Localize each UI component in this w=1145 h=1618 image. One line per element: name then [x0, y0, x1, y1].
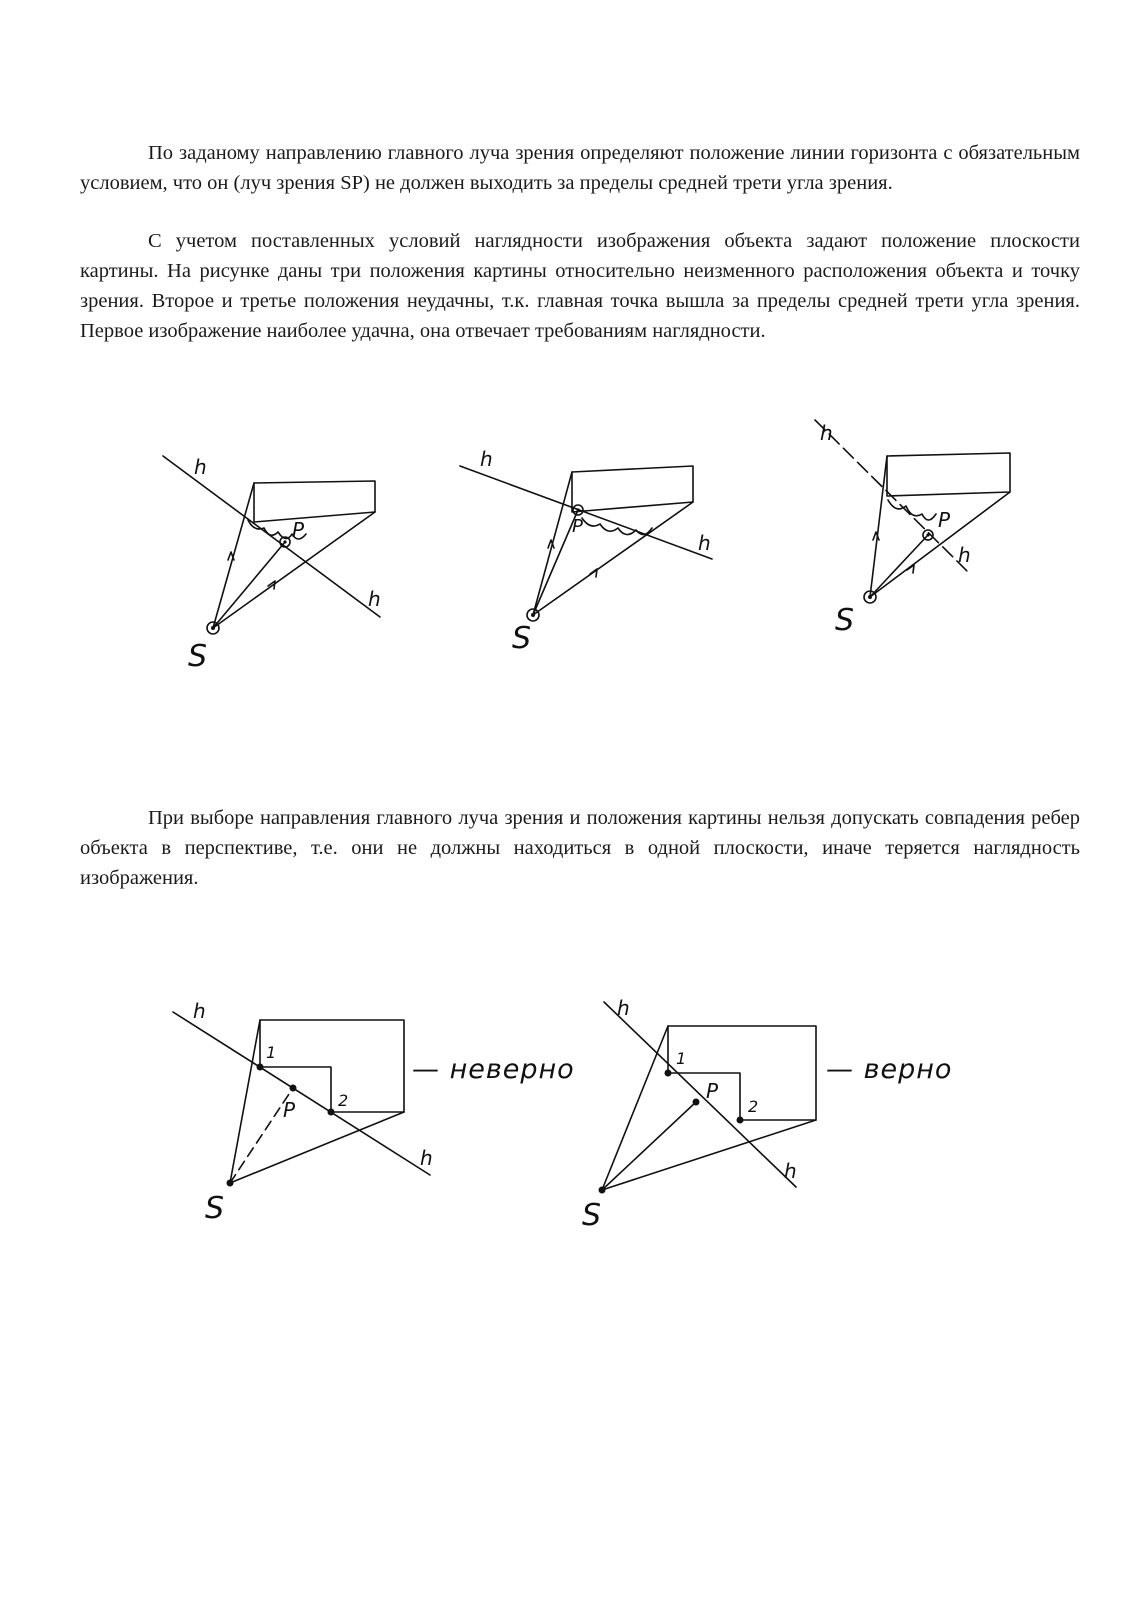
fig2-angle-arcs — [582, 518, 652, 535]
figure-1 — [163, 455, 381, 674]
fig4-label-p: P — [283, 1098, 296, 1122]
fig5-point-p — [693, 1099, 700, 1106]
fig5-label-p: P — [706, 1079, 719, 1103]
figure-3 — [815, 420, 1010, 638]
fig5-point-s — [599, 1187, 606, 1194]
fig4-object — [260, 1020, 404, 1112]
fig3-angle-arcs — [888, 500, 936, 520]
fig1-label-p: P — [292, 518, 305, 542]
fig5-point-2 — [737, 1117, 744, 1124]
fig1-ray-left — [213, 483, 254, 628]
fig1-label-s: S — [188, 639, 208, 674]
fig3-object — [887, 453, 1010, 496]
fig5-label-2: 2 — [748, 1097, 759, 1116]
paragraph-horizon: По заданому направлению главного луча зрения определяют положение линии горизонта с обязательным условием, что он (луч зрения SP) не должен выходить за пределы средней трети угла зрения. — [80, 142, 1080, 194]
fig4-point-s — [227, 1180, 234, 1187]
fig4-horizon-line — [173, 1012, 430, 1175]
fig5-principal-ray — [602, 1102, 696, 1190]
fig3-label-p: P — [938, 508, 951, 532]
note-wrong: — неверно — [412, 1054, 575, 1085]
fig1-label-h-bottom: h — [368, 587, 381, 611]
fig2-object — [572, 466, 693, 512]
fig2-label-h-top: h — [480, 447, 493, 471]
fig5-point-1 — [665, 1070, 672, 1077]
note-right: — верно — [826, 1054, 953, 1085]
fig1-object — [254, 481, 375, 522]
fig5-label-h-top: h — [617, 996, 630, 1020]
fig4-label-s: S — [205, 1191, 225, 1226]
fig2-horizon-line — [460, 466, 712, 559]
paragraph-edge-coincidence: При выборе направления главного луча зрения и положения картины нельзя допускать совпадения ребер объекта в перспективе, т.е. они не должны находиться в одной плоскости, иначе теряется наглядность изображения. — [80, 807, 1080, 889]
fig5-horizon-line — [604, 1002, 796, 1187]
fig2-label-h-bottom: h — [698, 531, 711, 555]
fig4-ray-right — [230, 1112, 404, 1183]
fig5-label-1: 1 — [676, 1049, 687, 1068]
paragraph-picture-plane: С учетом поставленных условий наглядности изображения объекта задают положение плоскости картины. На рисунке даны три положения картины относительно неизменного расположения объекта и точку зрения. Второе и третье положения неудачны, т.к. главная точка вышла за пределы средней трети угла зрения. Первое изображение наиболее удачна, она отвечает требованиям наглядности. — [80, 230, 1080, 342]
fig1-horizon-line — [163, 456, 380, 617]
fig5-label-s: S — [582, 1198, 602, 1233]
fig3-label-h-bottom: h — [958, 543, 971, 567]
fig5-ray-left — [602, 1026, 668, 1190]
fig1-arrow-1 — [228, 552, 234, 560]
figure-2 — [460, 447, 712, 656]
fig2-label-s: S — [512, 621, 532, 656]
fig5-object — [668, 1026, 816, 1120]
figure-5 — [582, 996, 952, 1233]
fig4-label-h-top: h — [193, 999, 206, 1023]
fig3-label-h-top: h — [820, 421, 833, 445]
fig4-point-1 — [257, 1064, 264, 1071]
fig4-point-2 — [328, 1109, 335, 1116]
fig4-ray-left — [230, 1020, 260, 1183]
fig3-principal-ray — [870, 535, 928, 597]
fig5-label-h-bottom: h — [784, 1159, 797, 1183]
figure-4 — [173, 999, 575, 1226]
fig4-label-h-bottom: h — [420, 1146, 433, 1170]
fig1-label-h-top: h — [194, 455, 207, 479]
fig4-label-1: 1 — [266, 1043, 277, 1062]
fig4-point-p — [290, 1085, 297, 1092]
fig3-label-s: S — [835, 603, 855, 638]
fig3-horizon-line — [815, 420, 968, 572]
fig4-label-2: 2 — [338, 1091, 349, 1110]
fig2-label-p: P — [572, 516, 583, 537]
